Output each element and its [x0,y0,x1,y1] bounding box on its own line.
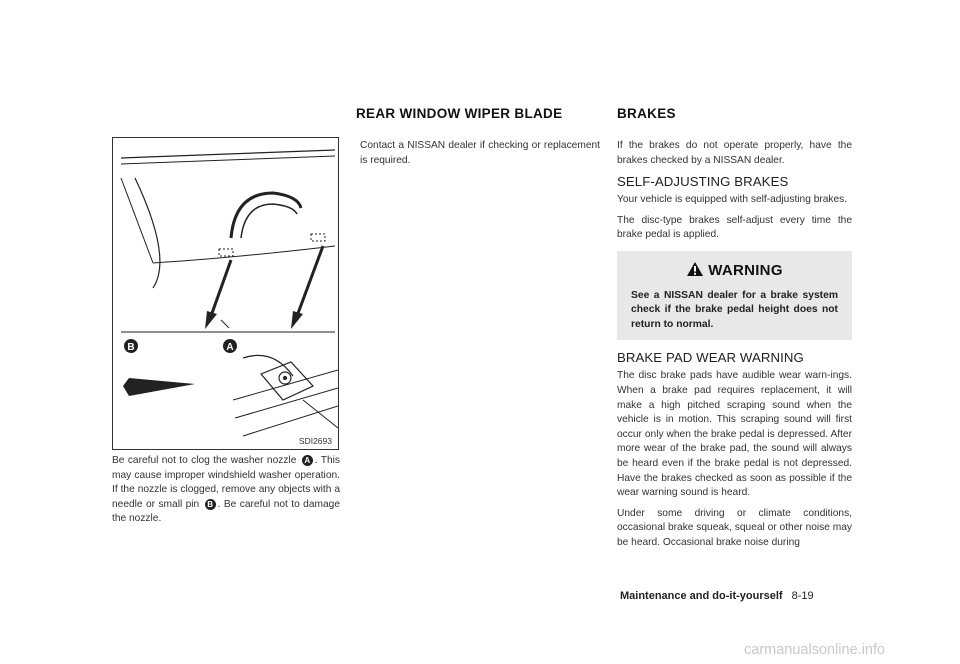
footer-section: Maintenance and do-it-yourself [620,590,783,602]
self-adjusting-p1: Your vehicle is equipped with self-adjusting brakes. [617,194,848,206]
warning-header [631,261,838,279]
warning-text: See a NISSAN dealer for a brake system check if the brake pedal height does not return to normal. [631,289,838,330]
warning-triangle-icon [686,261,704,277]
marker-a: A [302,455,313,466]
nozzle-illustration [113,138,338,449]
warning-box [617,251,852,341]
nozzle-text-3: . Be careful not to damage the nozzle. [112,498,340,525]
footer-page-number: 8-19 [791,590,814,602]
rear-wiper-heading: REAR WINDOW WIPER BLADE [356,106,563,121]
middle-column [360,139,600,174]
pad-wear-p2: Under some driving or climate conditions, occasional brake squeak, squeal or other noise may be heard. Occasional brake noise during [617,507,853,548]
right-column [617,139,852,557]
nozzle-text-2: . This may cause improper windshield washer operation. If the nozzle is clogged, remove any objects with a needle or small pin [112,455,340,510]
warning-title: WARNING [708,261,783,279]
pad-wear-p1: The disc brake pads have audible wear warn-ings. When a brake pad requires replacement, it will make a high pitched scraping sound when the vehicle is in motion. This scraping sound will first occur only when the brake pedal is depressed. After more wear of the brake pad, the sound will always be heard even if the brake pedal is not depressed. Have the brakes checked as soon as possible if the wear warning sound is heard. [617,370,852,499]
figure-label-a: A [226,342,234,353]
nozzle-paragraph [112,454,340,527]
self-adjusting-heading: SELF-ADJUSTING BRAKES [617,174,789,190]
wiper-nozzle-figure [112,137,339,450]
brakes-heading: BRAKES [617,106,676,121]
figure-label-b: B [127,342,135,353]
dealer-paragraph: Contact a NISSAN dealer if checking or replacement is required. [360,140,600,166]
brakes-intro: If the brakes do not operate properly, have the brakes checked by a NISSAN dealer. [617,140,852,166]
watermark: carmanualsonline.info [744,642,886,658]
figure-code: SDI2693 [298,436,332,446]
nozzle-text-1: Be careful not to clog the washer nozzle [112,455,297,466]
self-adjusting-p2: The disc-type brakes self-adjust every time the brake pedal is applied. [617,214,852,241]
pad-wear-heading: BRAKE PAD WEAR WARNING [617,350,804,366]
left-column [112,454,340,533]
marker-b: B [205,499,216,510]
page-footer [620,590,814,602]
